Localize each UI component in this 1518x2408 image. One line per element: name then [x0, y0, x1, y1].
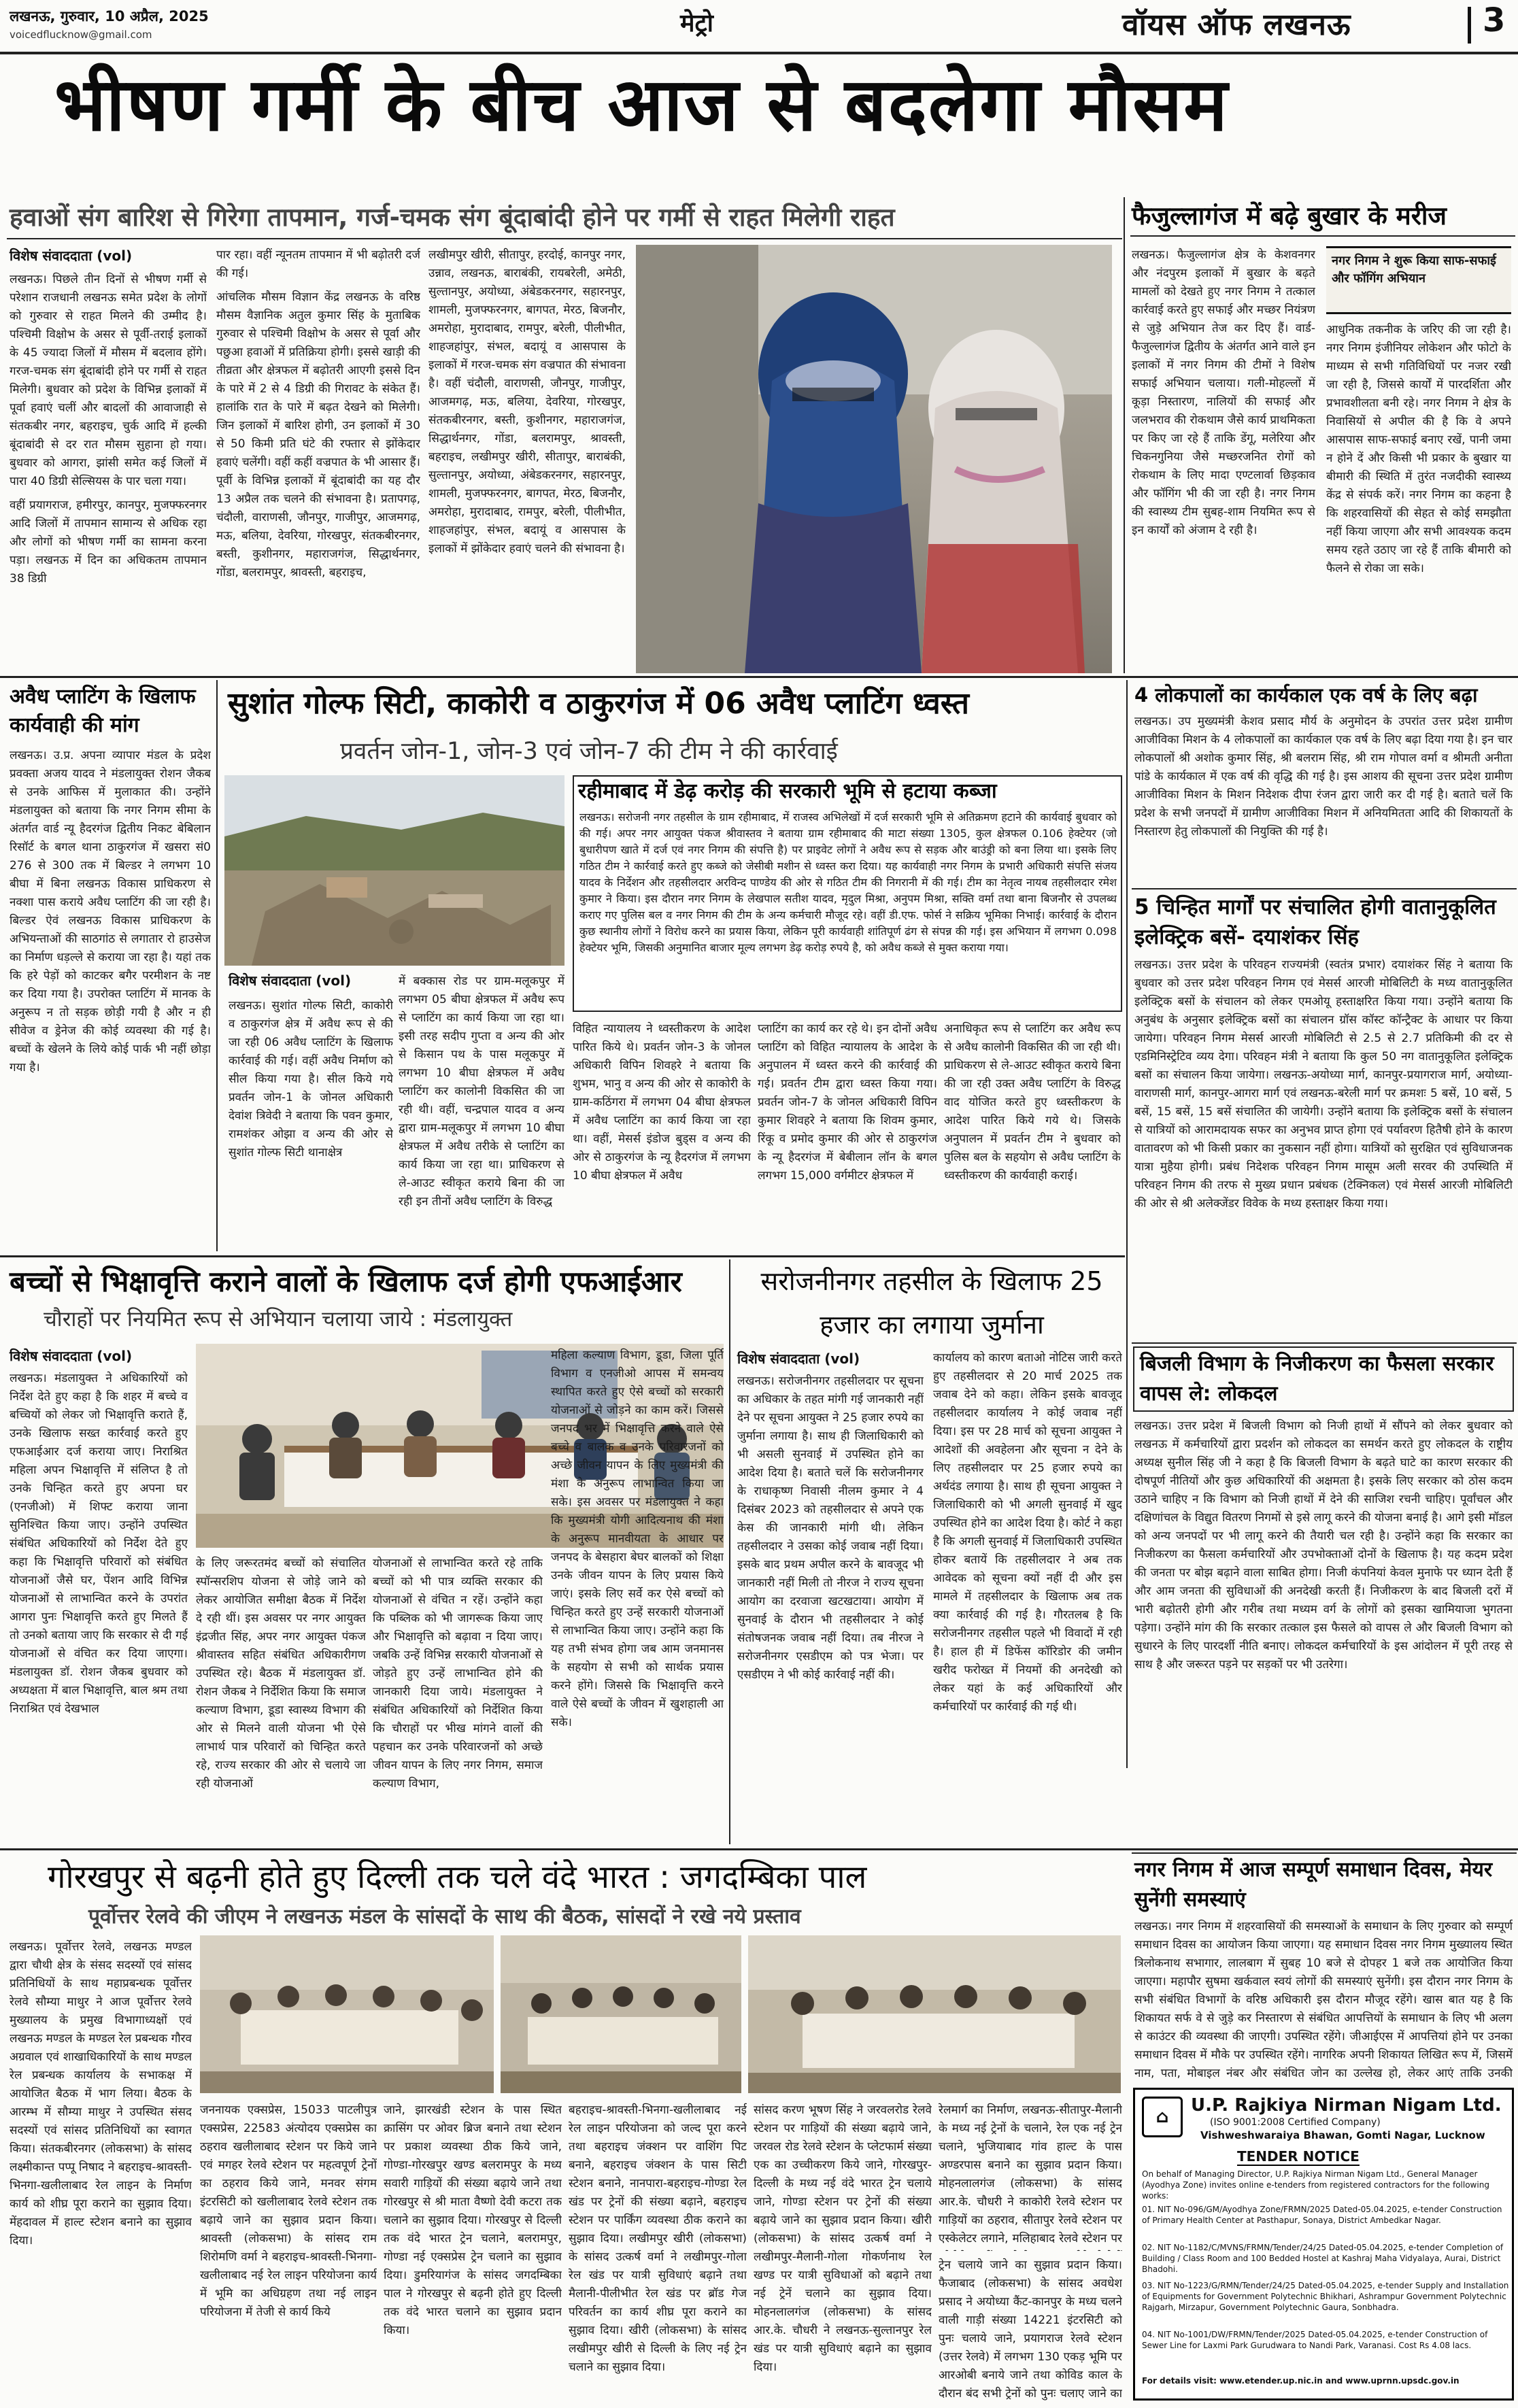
tender-intro: On behalf of Managing Director, U.P. Rajkiya Nirman Nigam Ltd., General Manager (Ayodhya Zone) invites online e-tenders from registered contractors for the following works:: [1142, 2169, 1489, 2201]
begging-byline: विशेष संवाददाता (vol): [10, 1348, 133, 1364]
section-rule-3: [0, 1848, 1518, 1850]
right-column-divider: [1126, 680, 1128, 1768]
demolition-photo-illustration: [224, 775, 564, 966]
samadhan-headline-text: नगर निगम में आज सम्पूर्ण समाधान दिवस, मेयर सुनेंगी समस्याएं: [1134, 1858, 1493, 1912]
tender-org: U.P. Rajkiya Nirman Nigam Ltd.: [1191, 2095, 1502, 2116]
masthead-date: लखनऊ, गुरुवार, 10 अप्रैल, 2025: [10, 8, 209, 24]
fever-paragraph: आधुनिक तकनीक के जरिए की जा रही है। नगर निगम इंजीनियर लोकेशन और फोटो के माध्यम से सभी गतिविधियों पर नजर रखी जा रही है, जिससे कार्यों में पारदर्शिता और प्रभावशीलता बनी रहे। नगर निगम ने क्षेत्र के निवासियों से अपील की है कि वे अपने आसपास साफ-सफाई बनाए रखें, पानी जमा न होने दें और किसी भी प्रकार के बुखार या बीमारी की स्थिति में तुरंत नजदीकी स्वास्थ्य केंद्र से संपर्क करें। नगर निगम का कहना है कि शहरवासियों की सेहत से कोई समझौता नहीं किया जाएगा और सभी आवश्यक कदम समय रहते उठाए जा रहे हैं ताकि बीमारी को फैलने से रोका जा सके।: [1326, 323, 1511, 575]
lead-photo-illustration: [636, 245, 1112, 673]
lead-photo-heatwave: [636, 245, 1112, 673]
vandebharat-meeting-photo-1: [200, 1935, 494, 2093]
begging-paragraph: योजनाओं से लाभान्वित करते रहे ताकि बच्चों को भी पात्र व्यक्ति सरकार की योजनाओं से वंचित न रहें। उन्होंने कहा कि पब्लिक को भी जागरूक किया जाए और भिक्षावृत्ति को बढ़ावा न दिया जाए। जबकि उन्हें विभिन्न सरकारी योजनाओं से जोड़ते हुए उन्हें लाभान्वित होने की जानकारी दिया जाये। मंडलायुक्त ने संबंधित अधिकारियों को निर्देशित किया कि चौराहों पर भीख मांगने वालों की पहचान कर उनके परिवारजनों को अच्छे जीवन यापन के लिए नगर निगम, समाज कल्याण विभाग,: [373, 1557, 543, 1791]
plot-demand-divider: [216, 680, 218, 1251]
sarojininagar-body-col-2: [933, 1349, 1122, 1843]
demolition-body-col-2: [399, 972, 564, 1250]
samadhan-body: [1134, 1918, 1513, 2081]
vandebharat-body-col-3: [384, 2101, 562, 2401]
samadhan-rule: [1132, 1852, 1517, 1854]
demolition-paragraph: लखनऊ। सुशांत गोल्फ सिटी, काकोरी व ठाकुरगंज क्षेत्र में अवैध रूप से की जा रही 06 अवैध प्लाटिंग के खिलाफ कार्रवाई की गई। वहीं अवैध निर्माण को सील किया गया है। सील किये गये प्रवर्तन जोन-1 के जोनल अधिकारी देवांश त्रिवेदी ने बताया कि पवन कुमार, रामशंकर ओझा व अन्य की ओर से सुशांत गोल्फ सिटी थानाक्षेत्र: [229, 999, 393, 1159]
vandebharat-photo-3-illustration: [748, 1935, 1121, 2093]
fever-tag-text: नगर निगम ने शुरू किया साफ-सफाई और फॉगिंग अभियान: [1332, 254, 1496, 286]
ebus-headline-text: 5 चिन्हित मार्गों पर संचालित होगी वातानुकूलित इलेक्ट्रिक बसें- दयाशंकर सिंह: [1134, 895, 1496, 949]
tender-footer: For details visit: www.etender.up.nic.in and www.uprnn.upsdc.gov.in: [1142, 2376, 1460, 2386]
begging-paragraph: के लिए जरूरतमंद बच्चों को संचालित स्पॉन्सरशिप योजना से जोड़े जाने को लेकर आयोजित समीक्षा बैठक में निर्देश दे रही थीं। इस अवसर पर नगर आयुक्त इंद्रजीत सिंह, अपर नगर आयुक्त पंकज श्रीवास्तव सहित संबंधित अधिकारीगण उपस्थित रहे। बैठक में मंडलायुक्त डॉ. रोशन जैकब ने निर्देशित किया कि समाज कल्याण विभाग, डूडा स्वास्थ्य विभाग की ओर से मिलने वाली योजना भी ऐसे लाभार्थ पात्र परिवारों को चिन्हित करते रहे, राज्य सरकार की ओर से चलाये जा रही योजनाओं: [196, 1557, 366, 1791]
fever-paragraph: लखनऊ। फैजुल्लागंज क्षेत्र के केशवनगर और नंदपुरम इलाकों में बुखार के बढ़ते मामलों को देखते हुए नगर निगम ने तत्काल कार्रवाई करते हुए सफाई और मच्छर नियंत्रण से जुड़े अभियान तेज कर दिए हैं। वार्ड-फैजुल्लागंज द्वितीय के अंतर्गत आने वाले इन इलाकों में नगर निगम की टीमों ने विशेष सफाई अभियान चलाया। गली-मोहल्लों में कूड़ा निस्तारण, नालियों की सफाई और जलभराव की रोकथाम जैसे कार्य प्राथमिकता पर किए जा रहे हैं ताकि डेंगू, मलेरिया और चिकनगुनिया जैसे मच्छरजनित रोगों को रोकथाम के लिए मादा एण्टलार्वा छिड़काव और फॉगिंग भी की जा रही है। नगर निगम की स्वास्थ्य टीम सुबह-शाम नियमित रूप से इन कार्यों को अंजाम दे रही है।: [1132, 248, 1315, 537]
vandebharat-body-col-6: [939, 2101, 1122, 2251]
lokpal-rule: [1132, 888, 1517, 889]
plot-demand-paragraph: लखनऊ। उ.प्र. अपना व्यापार मंडल के प्रदेश प्रवक्ता अजय यादव ने मंडलायुक्त रोशन जैकब से उनके आफिस में मुलाकात की। उन्होंने मंडलायुक्त को बताया कि नगर निगम सीमा के अंतर्गत वार्ड न्यू हैदरगंज द्वितीय निकट बेबिलान रिसॉर्ट के बगल थाना ठाकुरगंज में खसरा सं0 276 से 300 तक में बिल्डर ने लगभग 10 बीघा में बिना लखनऊ विकास प्राधिकरण से नक्शा पास कराये अवैध प्लाटिंग की जा रही है। बिल्डर ऐवं लखनऊ विकास प्राधिकरण के अभियन्ताओं की साठगांठ से लगातार रो हाउसेज का निर्माण धड़ल्ले से कराया जा रहा है। यहां तक कि हरे पेड़ों को काटकर बगैर परमीशन के नष्ट कर दिया गया है। उपरोक्त प्लाटिंग में मानक के अनुरूप न तो सड़क छोड़ी गयी है और न ही सीवेज व ड्रेनेज की कोई व्यवस्था की गई है। बच्चों के खेलने के लिये कोई पार्क भी नहीं छोड़ा गया है।: [10, 749, 211, 1074]
plot-demand-body: [10, 747, 211, 1250]
demolition-paragraph: में बक्कास रोड पर ग्राम-मलूकपुर में लगभग 05 बीघा क्षेत्रफल में अवैध रूप से प्लाटिंग का कार्य किया जा रहा था। इसी तरह सदीप गुप्ता व अन्य की ओर से किसान पथ के पास मलूकपुर में लगभग 10 बीघा क्षेत्रफल में अवैध प्लाटिंग कर कालोनी विकसित की जा रही थी। वहीं, चन्द्रपाल यादव व अन्य द्वारा ग्राम-मलूकपुर में लगभग 10 बीघा क्षेत्रफल में अवैध तरीके से प्लाटिंग का कार्य किया जा रहा था। प्राधिकरण से ले-आउट स्वीकृत कराये बिना की जा रही इन तीनों अवैध प्लाटिंग के विरुद्ध: [399, 974, 564, 1208]
vandebharat-body-col-4: [569, 2101, 747, 2401]
fever-body-col-2: [1326, 321, 1511, 668]
vandebharat-paragraph: सांसद करण भूषण सिंह ने जरवलरोड रेलवे स्टेशन पर गाड़ियों की संख्या बढ़ाये जाने, जरवल रोड रेलवे स्टेशन के प्लेटफार्म संख्या एक का उच्चीकरण किये जाने, गोरखपुर-दिल्ली के मध्य नई वंदे भारत ट्रेन चलाये जाने, गोण्डा स्टेशन पर ट्रेनों की संख्या बढ़ाये जाने का सुझाव प्रदान किया। खीरी (लोकसभा) के सांसद उत्कर्ष वर्मा ने लखीमपुर-मैलानी-गोला गोकर्णनाथ रेल खण्ड पर यात्री सुविधाओं को बढ़ाने तथा नई ट्रेनें चलाने का सुझाव दिया। मोहनलालगंज (लोकसभा) के सांसद आर.के. चौधरी ने लखनऊ-सुल्तानपुर रेल खंड पर यात्री सुविधाएं बढ़ाने का सुझाव दिया।: [754, 2103, 932, 2374]
vandebharat-body-col-1: [10, 1938, 192, 2401]
vandebharat-paragraph: जननायक एक्सप्रेस, 15033 पाटलीपुत्र एक्सप्रेस, 22583 अंत्योदय एक्सप्रेस का ठहराव खलीलाबाद स्टेशन पर किये जाने एवं मगहर रेलवे स्टेशन पर महत्वपूर्ण ट्रेनों का ठहराव किये जाने, मनवर संगम इंटरसिटी को खलीलाबाद रेलवे स्टेशन तक बढ़ाये जाने का सुझाव प्रदान किया। श्रावस्ती (लोकसभा) के सांसद राम शिरोमणि वर्मा ने बहराइच-श्रावस्ती-भिनगा-खलीलाबाद नई रेल लाइन परियोजना कार्य में भूमि का अधिग्रहण तथा नई लाइन परियोजना में तेजी से कार्य किये: [200, 2103, 377, 2319]
masthead-section: मेट्रो: [680, 10, 713, 37]
begging-paragraph: लखनऊ। मंडलायुक्त ने अधिकारियों को निर्देश देते हुए कहा है कि शहर में बच्चे व बच्चियों को लेकर जो भिक्षावृत्ति कराते हैं, उनके खिलाफ सख्त कार्रवाई करते हुए एफआईआर दर्ज कराया जाए। निराश्रित महिला अपन भिक्षावृत्ति में संलिप्त है तो उनके चिन्हित करते हुए अपना घर (एनजीओ) में शिफ्ट कराया जाना सुनिश्चित किया जाए। उन्होंने उपस्थित संबंधित अधिकारियों को निर्देश देते हुए कहा कि भिक्षावृत्ति परिवारों को संबंधित योजनाओं जैसे घर, पेंशन आदि विभिन्न योजनाओं से लाभान्वित करने के उपरांत आगरा पुनः भिक्षावृत्ति करते हुए मिलते हैं तो उनको बताया जाए कि सरकार से दी गई योजनाओं से वंचित कर दिया जाएगा। मंडलायुक्त डॉ. रोशन जैकब बुधवार को अध्यक्षता में बाल भिक्षावृत्ति, बाल श्रम तथा निराश्रित एवं देखभाल: [10, 1372, 188, 1716]
begging-divider: [729, 1259, 730, 1844]
begging-body-col-2: [196, 1555, 366, 1843]
begging-subhead: चौराहों पर नियमित रूप से अभियान चलाया जाये : मंडलायुक्त: [44, 1307, 513, 1332]
fever-body-col-1: [1132, 246, 1315, 668]
vandebharat-paragraph: ट्रेन चलाये जाने का सुझाव प्रदान किया। फैजाबाद (लोकसभा) के सांसद अवधेश प्रसाद ने अयोध्या कैंट-कानपुर के मध्य चलने वाली गाड़ी संख्या 14221 इंटरसिटी को पुनः चलाये जाने, प्रयागराज रेलवे स्टेशन (उत्तर रेलवे) में लगभग 130 एकड़ भूमि पर आरओबी बनाये जाने तथा कोविड काल के दौरान बंद सभी ट्रेनों को पुनः चलाए जाने का: [939, 2258, 1122, 2401]
lead-right-divider: [1124, 197, 1125, 673]
plot-demand-headline: [10, 683, 220, 740]
demolition-subhead: प्रवर्तन जोन-1, जोन-3 एवं जोन-7 की टीम ने की कार्रवाई: [340, 738, 838, 765]
vandebharat-body-col-7: [939, 2256, 1122, 2401]
vandebharat-paragraph: जाने, झारखंडी स्टेशन के पास स्थित क्रासिंग पर ओवर ब्रिज बनाने तथा स्टेशन पर प्रकाश व्यवस्था ठीक किये जाने, गोण्डा-गोरखपुर खण्ड बलरामपुर के मध्य सवारी गाड़ियों की संख्या बढ़ाये जाने तथा गोरखपुर से श्री माता वैष्णो देवी कटरा तक चलाने का सुझाव दिया। गोरखपुर से दिल्ली तक वंदे भारत ट्रेन चलाने, बलरामपुर, गोण्डा नई एक्सप्रेस ट्रेन चलाने का सुझाव दिया। डुमरियागंज के सांसद जगदम्बिका पाल ने गोरखपुर से बढ़नी होते हुए दिल्ली तक वंदे भारत चलाने का सुझाव प्रदान किया।: [384, 2103, 562, 2337]
masthead-paper-name: वॉयस ऑफ लखनऊ: [1122, 7, 1351, 42]
demolition-body-col-4: [758, 1020, 937, 1250]
masthead-page-number: 3: [1483, 1, 1506, 39]
sarojininagar-headline: [748, 1259, 1115, 1346]
lead-paragraph: लखनऊ। पिछले तीन दिनों से भीषण गर्मी से परेशान राजधानी लखनऊ समेत प्रदेश के लोगों को गुरुवार से राहत मिलने की उम्मीद है। पश्चिमी विक्षोभ के असर से पूर्वी-तराई इलाकों के 45 ज्यादा जिलों में मौसम में बदलाव होंगे। गरज-चमक संग बूंदाबांदी होने पर गर्मी से राहत मिलेगी। बुधवार को प्रदेश के विभिन्न इलाकों में पूर्वा हवाएं चलीं और बादलों की आवाजाही से संतकबीर नगर, बहराइच, चुर्क आदि में हल्की बूंदाबांदी से दर रात मौसम सुहाना हो गया। बुधवार को आगरा, झांसी समेत कई जिलों में पारा 40 डिग्री सेल्सियस के पार चला गया।: [10, 273, 207, 488]
samadhan-headline: [1134, 1855, 1513, 1915]
vandebharat-headline: गोरखपुर से बढ़नी होते हुए दिल्ली तक चले वंदे भारत : जगदम्बिका पाल: [48, 1859, 867, 1896]
tender-item: 02. NIT No-1182/C/MVNS/FRMN/Tender/24/25 Dated-05.04.2025, e-tender Completion of Building / Class Room and 100 Bedded Hostel at Kashraj Maha Vidyalaya, Aurai, District Bhadohi.: [1142, 2243, 1504, 2274]
electricity-body: [1134, 1417, 1513, 1850]
lead-paragraph: आंचलिक मौसम विज्ञान केंद्र लखनऊ के वरिष्ठ मौसम वैज्ञानिक अतुल कुमार सिंह के मुताबिक गुरुवार से पश्चिमी विक्षोभ के असर से पूर्वा और पछुआ हवाओं में प्रतिक्रिया होगी। इससे खाड़ी की तीव्रता और क्षेत्रफल में बढ़ोतरी आएगी इससे दिन के पारे में 2 से 4 डिग्री की गिरावट के संकेत हैं। हालांकि रात के पारे में बढ़त देखने को मिलेगी। जिन इलाकों में बारिश होगी, उन इलाकों में 30 से 50 किमी प्रति घंटे की रफ्तार से झोंकेदार हवाएं चलेंगी। वहीं कहीं वज्रपात के भी आसार हैं। पूर्वी के विभिन्न इलाकों में बूंदाबांदी का यह दौर 13 अप्रैल तक चलने की संभावना है। प्रतापगढ़, चंदौली, वाराणसी, जौनपुर, गाजीपुर, आजमगढ़, मऊ, बलिया, देवरिया, गोरखपुर, संतकबीरनगर, बस्ती, कुशीनगर, महाराजगंज, सिद्धार्थनगर, गोंडा, बलरामपुर, श्रावस्ती, बहराइच,: [216, 290, 420, 579]
lead-paragraph: लखीमपुर खीरी, सीतापुर, हरदोई, कानपुर नगर, उन्नाव, लखनऊ, बाराबंकी, रायबरेली, अमेठी, सुल्तानपुर, अयोध्या, अंबेडकरनगर, सहारनपुर, शामली, मुजफ्फरनगर, बागपत, मेरठ, बिजनौर, अमरोहा, मुरादाबाद, रामपुर, बरेली, पीलीभीत, शाहजहांपुर, संभल, बदायूं व आसपास के इलाकों में गरज-चमक संग वज्रपात की संभावना है। वहीं चंदौली, वाराणसी, जौनपुर, गाजीपुर, आजमगढ़, मऊ, बलिया, देवरिया, गोरखपुर, संतकबीरनगर, बस्ती, कुशीनगर, महाराजगंज, सिद्धार्थनगर, गोंडा, बलरामपुर, श्रावस्ती, बहराइच, लखीमपुर खीरी, सीतापुर, बाराबंकी, सुल्तानपुर, अयोध्या, अंबेडकरनगर, सहारनपुर, शामली, मुजफ्फरनगर, बागपत, मेरठ, बिजनौर, अमरोहा, मुरादाबाद, रामपुर, बरेली, पीलीभीत, शाहजहांपुर, संभल, बदायूं व आसपास के इलाकों में झोंकेदार हवाएं चलने की संभावना है।: [428, 248, 626, 556]
vandebharat-body-col-2: [200, 2101, 377, 2401]
lead-body-col-3: [428, 246, 626, 672]
lokpal-paragraph: लखनऊ। उप मुख्यमंत्री केशव प्रसाद मौर्य के अनुमोदन के उपरांत उत्तर प्रदेश ग्रामीण आजीविका मिशन के 4 लोकपालों का कार्यकाल एक वर्ष के लिए बढ़ा दिया गया है। इन चार लोकपालों श्री अशोक कुमार सिंह, श्री बलराम सिंह, श्री राम गोपाल वर्मा व श्रीमती अनीता पांडे के कार्यकाल में एक वर्ष की वृद्धि की गई है। इस आशय की सूचना उत्तर प्रदेश ग्रामीण आजीविका मिशन के मिशन निदेशक दीपा रंजन द्वारा जारी कर दी गई है। बताते चलें कि प्रदेश के सभी जनपदों में ग्रामीण आजीविका मिशन में अनियमितता आदि की शिकायतों के निस्तारण हेतु लोकपालों की नियुक्ति की गई है।: [1134, 715, 1513, 838]
demolition-body-col-3: [573, 1020, 751, 1250]
rahimabad-body: [579, 809, 1117, 1008]
begging-paragraph: महिला कल्याण विभाग, डूडा, जिला पूर्ति विभाग व एनजीओ आपस में समन्वय स्थापित करते हुए ऐसे बच्चों को सरकारी योजनाओं से जोड़ने का काम करें। जिससे जनपद भर में भिक्षावृत्ति करने वाले ऐसे बच्चे व बालक व उनके परिवारजनों को अच्छे जीवन यापन के लिए मुख्यमंत्री की मंशा के अनुरूप लाभान्वित किया जा सके। इस अवसर पर मंडलायुक्त ने कहा कि मुख्यमंत्री योगी आदित्यनाथ की मंशा के अनुरूप मानवीयता के आधार पर जनपद के बेसहारा बेघर बालकों को शिक्षा उनके जीवन यापन के लिए प्रयास किये जाएं। इसके लिए सर्वे कर ऐसे बच्चों को चिन्हित करते हुए उन्हें सरकारी योजनाओं से लाभान्वित किया जाए। उन्होंने कहा कि यह तभी संभव होगा जब आम जनमानस के सहयोग से सभी को सार्थक प्रयास करने होंगे। जिससे कि भिक्षावृत्ति करने वाले ऐसे बच्चों के जीवन में खुशहाली आ सके।: [551, 1349, 724, 1729]
tender-notice-ad: [1133, 2088, 1514, 2401]
rahimabad-headline: रहीमाबाद में डेढ़ करोड़ की सरकारी भूमि से हटाया कब्जा: [578, 779, 997, 803]
demolition-body-col-5: [944, 1020, 1121, 1250]
demolition-paragraph: अनाधिकृत रूप से प्लाटिंग कर अवैध रूप से अवैध कालोनी विकसित की जा रही थी। प्राधिकरण से ले-आउट स्वीकृत कराये बिना की जा रही उक्त अवैध प्लाटिंग के विरुद्ध वाद योजित करते हुए ध्वस्तीकरण के आदेश पारित किये गये थे। जिसके अनुपालन में प्रवर्तन टीम ने बुधवार को पुलिस बल के सहयोग से अवैध प्लाटिंग के ध्वस्तीकरण की कार्यवाही कराई।: [944, 1022, 1121, 1183]
vandebharat-photo-2-illustration: [501, 1935, 741, 2093]
lokpal-body: [1134, 713, 1513, 887]
begging-body-col-3: [373, 1555, 543, 1843]
vandebharat-paragraph: रेलमार्ग का निर्माण, लखनऊ-सीतापुर-मैलानी के मध्य नई ट्रेनों के चलाने, रेल एक नई ट्रेन चलाने, भुजियाबाद गांव हाल्ट के पास अण्डरपास बनाने का सुझाव प्रदान किया। मोहनलालगंज (लोकसभा) के सांसद आर.के. चौधरी ने काकोरी रेलवे स्टेशन पर गाड़ियों का ठहराव, सीतापुर रेलवे स्टेशन पर एस्केलेटर लगाने, मलिहाबाद रेलवे स्टेशन पर: [939, 2103, 1122, 2245]
begging-headline: बच्चों से भिक्षावृत्ति कराने वालों के खिलाफ दर्ज होगी एफआईआर: [10, 1265, 682, 1298]
lead-body-col-2: [216, 246, 420, 672]
begging-body-col-4: [551, 1346, 724, 1843]
tender-iso: (ISO 9001:2008 Certified Company): [1210, 2117, 1381, 2128]
vandebharat-meeting-photo-2: [501, 1935, 741, 2093]
vandebharat-subhead: पूर्वोत्तर रेलवे की जीएम ने लखनऊ मंडल के सांसदों के साथ की बैठक, सांसदों ने रखे नये प्रस्ताव: [88, 1905, 801, 1929]
tender-logo: ⌂: [1142, 2097, 1183, 2137]
electricity-headline-text: बिजली विभाग के निजीकरण का फैसला सरकार वापस ले: लोकदल: [1140, 1352, 1494, 1406]
sarojininagar-body-col-1: [737, 1372, 924, 1843]
fever-headline: फैजुल्लागंज में बढ़े बुखार के मरीज: [1132, 201, 1447, 231]
fever-tag-box: [1326, 246, 1511, 314]
demolition-paragraph: प्लाटिंग का कार्य कर रहे थे। इन दोनों अवैध प्लाटिंग को विहित न्यायालय के आदेश के अनुपालन में ध्वस्त करने की कार्रवाई की गई। प्रवर्तन टीम द्वारा ध्वस्त किया गया। प्रवर्तन जोन-7 के जोनल अधिकारी विपिन कुमार शिवहरे ने बताया कि शिवम कुमार, रिंकू व प्रमोद कुमार की ओर से ठाकुरगंज के न्यू हैदरगंज में बेबीलान लॉन के बगल लगभग 15,000 वर्गमीटर क्षेत्रफल में: [758, 1022, 937, 1183]
sarojininagar-byline: विशेष संवाददाता (vol): [737, 1351, 860, 1367]
ebus-paragraph: लखनऊ। उत्तर प्रदेश के परिवहन राज्यमंत्री (स्वतंत्र प्रभार) दयाशंकर सिंह ने बताया कि बुधवार को उत्तर प्रदेश परिवहन निगम एवं मेसर्स आरजी मोबिलिटी के मध्य वातानुकूलित इलेक्ट्रिक बसों के संचालन को लेकर एमओयू हस्ताक्षरित किया गया। उन्होंने बताया कि अनुबंध के अनुसार इलेक्ट्रिक बसों का संचालन ग्रॉस कॉस्ट कॉन्ट्रैक्ट के आधार पर किया जायेगा। परिवहन निगम मेसर्स आरजी मोबिलिटी से 2.5 से 2.7 प्रतिकिमी की दर से एडमिनिस्ट्रेटिव व्यय देगा। परिवहन मंत्री ने बताया कि कुल 50 नग वातानुकूलित इलेक्ट्रिक बसों का संचालन किया जायेगा। लखनऊ-अयोध्या मार्ग, कानपुर-प्रयागराज मार्ग, अयोध्या-वाराणसी मार्ग, कानपुर-आगरा मार्ग एवं लखनऊ-बरेली मार्ग पर क्रमशः 5 बसें, 10 बसें, 5 बसें, 15 बसें, 15 बसें संचालित की जायेगी। उन्होंने बताया कि इलेक्ट्रिक बसों के संचालन से यात्रियों को आरामदायक सफर का अनुभव प्राप्त होगा एवं पर्यावरण हितैषी होने के कारण वातावरण को भी किसी प्रकार का नुकसान नहीं होगा। यात्रियों को सुरक्षित एवं सुविधाजनक यात्रा मुहैया होगी। प्रबंध निदेशक परिवहन निगम मासूम अली सरवर की उपस्थिति में परिवहन निगम की तरफ से मुख्य प्रधान प्रबंधक (टेक्निकल) एवं मेसर्स आरजी मोबिलिटी की ओर से श्री अलेक्जेंडर विवेक के मध्य हस्ताक्षर किया गया।: [1134, 958, 1513, 1210]
lead-paragraph: वहीं प्रयागराज, हमीरपुर, कानपुर, मुजफ्फरनगर आदि जिलों में तापमान सामान्य से अधिक रहा और लोगों को भीषण गर्मी का सामना करना पड़ा। लखनऊ में दिन का अधिकतम तापमान 38 डिग्री: [10, 498, 207, 586]
tender-item: 01. NIT No-096/GM/Ayodhya Zone/FRMN/2025 Dated-05.04.2025, e-tender Construction of Primary Health Center at Pasthapur, Sonaya, District Ambedkar Nagar.: [1142, 2205, 1502, 2225]
sarojininagar-paragraph: लखनऊ। सरोजनीनगर तहसीलदार पर सूचना का अधिकार के तहत मांगी गई जानकारी नहीं देने पर सूचना आयुक्त ने 25 हजार रुपये का जुर्माना लगाया है। साथ ही जिलाधिकारी को भी असली सुनवाई में उपस्थित होने का आदेश दिया है। बताते चलें कि सरोजनीनगर के राधाकृष्ण निवासी नीलम कुमार ने 4 दिसंबर 2023 को तहसीलदार से अपने एक केस की जानकारी मांगी थी। लेकिन तहसीलदार ने उसका कोई जवाब नहीं दिया। इसके बाद प्रथम अपील करने के बावजूद भी जानकारी नहीं मिली तो नीरज ने राज्य सूचना आयोग का दरवाजा खटखटाया। आयोग में सुनवाई के दौरान भी तहसीलदार ने कोई संतोषजनक जवाब नहीं दिया। तब नीरज ने सरोजनीनगर एसडीएम को पत्र भेजा। पर एसडीएम ने भी कोई कार्रवाई नहीं की।: [737, 1374, 924, 1682]
sarojininagar-headline-text: सरोजनीनगर तहसील के खिलाफ 25 हजार का लगाया जुर्माना: [760, 1266, 1103, 1340]
lead-paragraph: पार रहा। वहीं न्यूनतम तापमान में भी बढ़ोतरी दर्ज की गई।: [216, 248, 420, 280]
rahimabad-paragraph: लखनऊ। सरोजनी नगर तहसील के ग्राम रहीमाबाद, में राजस्व अभिलेखों में दर्ज सरकारी भूमि से अतिक्रमण हटाने की कार्यवाई बुधवार को की गई। अपर नगर आयुक्त पंकज श्रीवास्तव ने बताया ग्राम रहीमाबाद की माटा संख्या 1305, कुल क्षेत्रफल 0.106 हेक्टेयर (जो बुधारीपण खाते में दर्ज एवं नगर निगम की संपत्ति है) पर प्राइवेट लोगों ने अवैध रूप से सड़क और बाउंड्री को बना लिया था। इसके लिए गठित टीम ने कार्रवाई करते हुए कब्जे को जेसीबी मशीन से ध्वस्त करा दिया। यह कार्यवाही नगर निगम के प्रभारी अधिकारी संपत्ति संजय यादव के निर्देशन और तहसीलदार अरविन्द पाण्डेय की ओर से गठित टीम की निगरानी में की गई। टीम का नेतृत्व नायब तहसीलदार रमेश कुमार ने किया। इस दौरान नगर निगम के लेखपाल सतीश यादव, मृदुल मिश्रा, अनुपम मिश्रा, सक्ति वर्मा तथा बाना बिजनौर से उपलब्ध कराए गए पुलिस बल व नगर निगम की टीम के अन्य कर्मचारी मौजूद रहे। वहीं डी.एफ. फोर्स ने सक्रिय भूमिका निभाई। कार्रवाई के दौरान कुछ स्थानीय लोगों ने विरोध करने का प्रयास किया, लेकिन पूरी कार्यवाही शांतिपूर्ण ढंग से संपन्न की गई। इस अभियान में लगभग 0.098 हेक्टेयर भूमि, जिसकी अनुमानित बाजार मूल्य लगभग डेढ़ करोड़ रुपये है, को अवैध कब्जे से मुक्त कराया गया।: [579, 811, 1117, 954]
vandebharat-paragraph: लखनऊ। पूर्वोत्तर रेलवे, लखनऊ मण्डल द्वारा चौथी क्षेत्र के संसद सदस्यों एवं सांसद प्रतिनिधियों के साथ महाप्रबन्धक पूर्वोत्तर रेलवे सौम्या माथुर ने आज पूर्वोत्तर रेलवे मुख्यालय के प्रमुख विभागाध्यक्षों एवं लखनऊ मण्डल के मण्डल रेल प्रबन्धक गौरव अग्रवाल एवं शाखाधिकारियों के साथ मण्डल रेल प्रबन्धक कार्यालय के सभाकक्ष में आयोजित बैठक में भाग लिया। बैठक के आरम्भ में सौम्या माथुर ने उपस्थित संसद सदस्यों एवं सांसद प्रतिनिधियों का स्वागत किया। संतकबीरनगर (लोकसभा) के सांसद लक्ष्मीकान्त पप्पू निषाद ने बहराइच-श्रावस्ती-भिनगा-खलीलाबाद रेल लाइन के निर्माण कार्य को शीघ्र पूरा कराने का सुझाव दिया। मेंहदावल में हाल्ट स्टेशन बनाने का सुझाव दिया।: [10, 1940, 192, 2248]
tender-item: 03. NIT No-1223/G/RMN/Tender/24/25 Dated-05.04.2025, e-tender Supply and Installation of Equipments for Government Polytechnic Bhikhari, Ashrampur Government Polytechnic Rajgarh, Mirzapur, Government Polytechnic Gaura, Sonbhadra.: [1142, 2281, 1509, 2312]
lead-headline: भीषण गर्मी के बीच आज से बदलेगा मौसम: [54, 63, 1229, 148]
plot-demand-headline-text: अवैध प्लाटिंग के खिलाफ कार्यवाही की मांग: [10, 685, 196, 737]
masthead-email: voicedflucknow@gmail.com: [10, 29, 152, 41]
vandebharat-photo-1-illustration: [200, 1935, 494, 2093]
vandebharat-meeting-photo-3: [748, 1935, 1121, 2093]
ebus-headline: [1134, 892, 1513, 952]
vandebharat-body-col-5b: [754, 2101, 932, 2401]
demolition-paragraph: विहित न्यायालय ने ध्वस्तीकरण के आदेश पारित किये थे। प्रवर्तन जोन-3 के जोनल अधिकारी विपिन शिवहरे ने बताया कि शुभम, भानु व अन्य की ओर से काकोरी के ग्राम-कठिंगरा में लगभग 04 बीघा क्षेत्रफल में अवैध प्लाटिंग का कार्य किया जा रहा था। वहीं, मेसर्स इंडोज बुड्स व अन्य की ओर से ठाकुरगंज के न्यू हैदरगंज में लगभग 10 बीघा क्षेत्रफल में अवैध: [573, 1022, 751, 1183]
lokpal-headline: 4 लोकपालों का कार्यकाल एक वर्ष के लिए बढ़ा: [1134, 683, 1478, 707]
vandebharat-paragraph: बहराइच-श्रावस्ती-भिनगा-खलीलाबाद नई रेल लाइन परियोजना को जल्द पूरा करने तथा बहराइच जंक्शन पर वाशिंग पिट बनाने, बहराइच जंक्शन के पास सिटी स्टेशन बनाने, नानपारा-बहराइच-गोण्डा रेल खंड पर ट्रेनों की संख्या बढ़ाने, बहराइच स्टेशन पर पार्किंग व्यवस्था ठीक कराने का सुझाव दिया। लखीमपुर खीरी (लोकसभा) के सांसद उत्कर्ष वर्मा ने लखीमपुर-गोला रेल खंड पर यात्री सुविधाएं बढ़ाने तथा मैलानी-पीलीभीत रेल खंड पर ब्रॉड गेज परिवर्तन का कार्य शीघ्र पूरा कराने का सुझाव दिया। खीरी (लोकसभा) के सांसद लखीमपुर खीरी से दिल्ली के लिए नई ट्रेन चलाने का सुझाव दिया।: [569, 2103, 747, 2374]
samadhan-paragraph: लखनऊ। नगर निगम में शहरवासियों की समस्याओं के समाधान के लिए गुरुवार को सम्पूर्ण समाधान दिवस का आयोजन किया जाएगा। यह समाधान दिवस नगर निगम मुख्यालय स्थित त्रिलोकनाथ सभागार, लालबाग में सुबह 10 बजे से दोपहर 1 बजे तक आयोजित किया जाएगा। महापौर सुषमा खर्कवाल स्वयं लोगों की समस्याएं सुनेंगी। इस दौरान नगर निगम के सभी संबंधित विभागों के वरिष्ठ अधिकारी इस दौरान मौजूद रहेंगे। खास बात यह है कि शिकायत सर्फ वे से जुड़े कर निस्तारण से संबंधित आपत्तियों के समाधान के लिए भी अलग से काउंटर की व्यवस्था की जाएगी। उपस्थित रहेंगे। जीआईएस में आपत्तियां होने पर उनका समाधान दिवस में मौके पर उपस्थित रहेंगे। नागरिक अपनी शिकायत लिखित रूप में, जिसमें नाम, पता, मोबाइल नंबर और संबंधित जोन का उल्लेख हो, लेकर आएं ताकि उनकी: [1134, 1920, 1513, 2080]
fever-rule: [1130, 235, 1515, 237]
lead-body-col-1: [10, 271, 207, 672]
electricity-paragraph: लखनऊ। उत्तर प्रदेश में बिजली विभाग को निजी हाथों में सौंपने को लेकर बुधवार को लखनऊ में कर्मचारियों द्वारा प्रदर्शन को लोकदल का समर्थन करते हुए लोकदल के राष्ट्रीय अध्यक्ष सुनील सिंह जी ने कहा है कि बिजली विभाग के बढ़ते घाटे का कारण सरकार की दोषपूर्ण नीतियों और कुछ अधिकारियों की अक्षमता है। इसके लिए सरकार को ठोस कदम उठाने चाहिए न कि विभाग को निजी हाथों में देने की साजिश रचनी चाहिए। पूर्वांचल और दक्षिणांचल के विद्युत वितरण निगमों से इसे लागू करने की योजना बनाई है। आगे इसी मॉडल को अन्य जनपदों पर भी लागू करने की तैयारी चल रही है। उन्होंने कहा कि सरकार का निजीकरण का फैसला कर्मचारियों और उपभोक्ताओं दोनों के खिलाफ है। यह कदम प्रदेश की जनता पर बोझ बढ़ाने वाला साबित होगा। निजी कंपनियां केवल मुनाफे पर ध्यान देती हैं और आम जनता की सुविधाओं की अनदेखी करती हैं। निजीकरण के बाद बिजली दरों में भारी बढ़ोतरी होगी और गरीब तथा मध्यम वर्ग के लोगों को इसका खामियाजा भुगतना पड़ेगा। उन्होंने मांग की कि सरकार तत्काल इस फैसले को वापस ले और बिजली विभाग को सुधारने के लिए पारदर्शी नीति बनाए। लोकदल कर्मचारियों के इस आंदोलन में पूरी तरह से साथ है और जरूरत पड़ने पर सड़कों पर भी उतरेगा।: [1134, 1419, 1513, 1672]
electricity-headline-box: [1133, 1346, 1514, 1412]
demolition-body-col-1: [229, 997, 393, 1250]
ebus-body: [1134, 956, 1513, 1340]
demolition-photo: [224, 775, 564, 966]
tender-address: Vishweshwaraiya Bhawan, Gomti Nagar, Lucknow: [1200, 2129, 1485, 2141]
ebus-rule: [1132, 1342, 1517, 1344]
section-rule-2: [0, 1255, 1125, 1257]
section-rule-1: [0, 676, 1518, 678]
lead-byline: विशेष संवाददाता (vol): [10, 248, 133, 264]
lead-subhead-rule: [7, 238, 1122, 239]
demolition-headline: सुशांत गोल्फ सिटी, काकोरी व ठाकुरगंज में 06 अवैध प्लाटिंग ध्वस्त: [228, 686, 969, 721]
masthead-divider: [1468, 7, 1471, 44]
tender-item: 04. NIT No-1001/DW/FRMN/Tender/2025 Dated-05.04.2025, e-tender Construction of Sewer Line for Laxmi Park Gurudwara to Nandi Park, Varanasi. Cost Rs 4.08 lacs.: [1142, 2330, 1488, 2350]
lead-subhead: हवाओं संग बारिश से गिरेगा तापमान, गर्ज-चमक संग बूंदाबांदी होने पर गर्मी से राहत मिलेगी राहत: [10, 203, 895, 232]
demolition-byline: विशेष संवाददाता (vol): [229, 972, 352, 989]
begging-body-col-1: [10, 1370, 188, 1843]
tender-title: TENDER NOTICE: [1237, 2148, 1360, 2165]
sarojininagar-paragraph: कार्यालय को कारण बताओ नोटिस जारी करते हुए तहसीलदार से 20 मार्च 2025 तक जवाब देने को कहा। लेकिन इसके बावजूद तहसीलदार कार्यालय ने कोई जवाब नहीं दिया। इस पर 28 मार्च को सूचना आयुक्त ने आदेशों की अवहेलना और सूचना न देने के लिए तहसीलदार पर 25 हजार रुपये का अर्थदंड लगाया है। साथ ही सूचना आयुक्त ने जिलाधिकारी को भी अगली सुनवाई में खुद उपस्थित होने का आदेश दिया है। कोर्ट ने कहा है कि अगली सुनवाई में जिलाधिकारी उपस्थित होकर बतायें कि तहसीलदार ने अब तक आवेदक को सूचना क्यों नहीं दी और इस मामले में तहसीलदार के खिलाफ अब तक क्या कार्रवाई की गई है। गौरतलब है कि सरोजनीनगर तहसील पहले भी विवादों में रही है। हाल ही में डिफेंस कॉरिडोर की जमीन खरीद फरोख्त में नियमों की अनदेखी को लेकर यहां के कई अधिकारियों और कर्मचारियों पर कार्रवाई की गई थी।: [933, 1351, 1122, 1714]
